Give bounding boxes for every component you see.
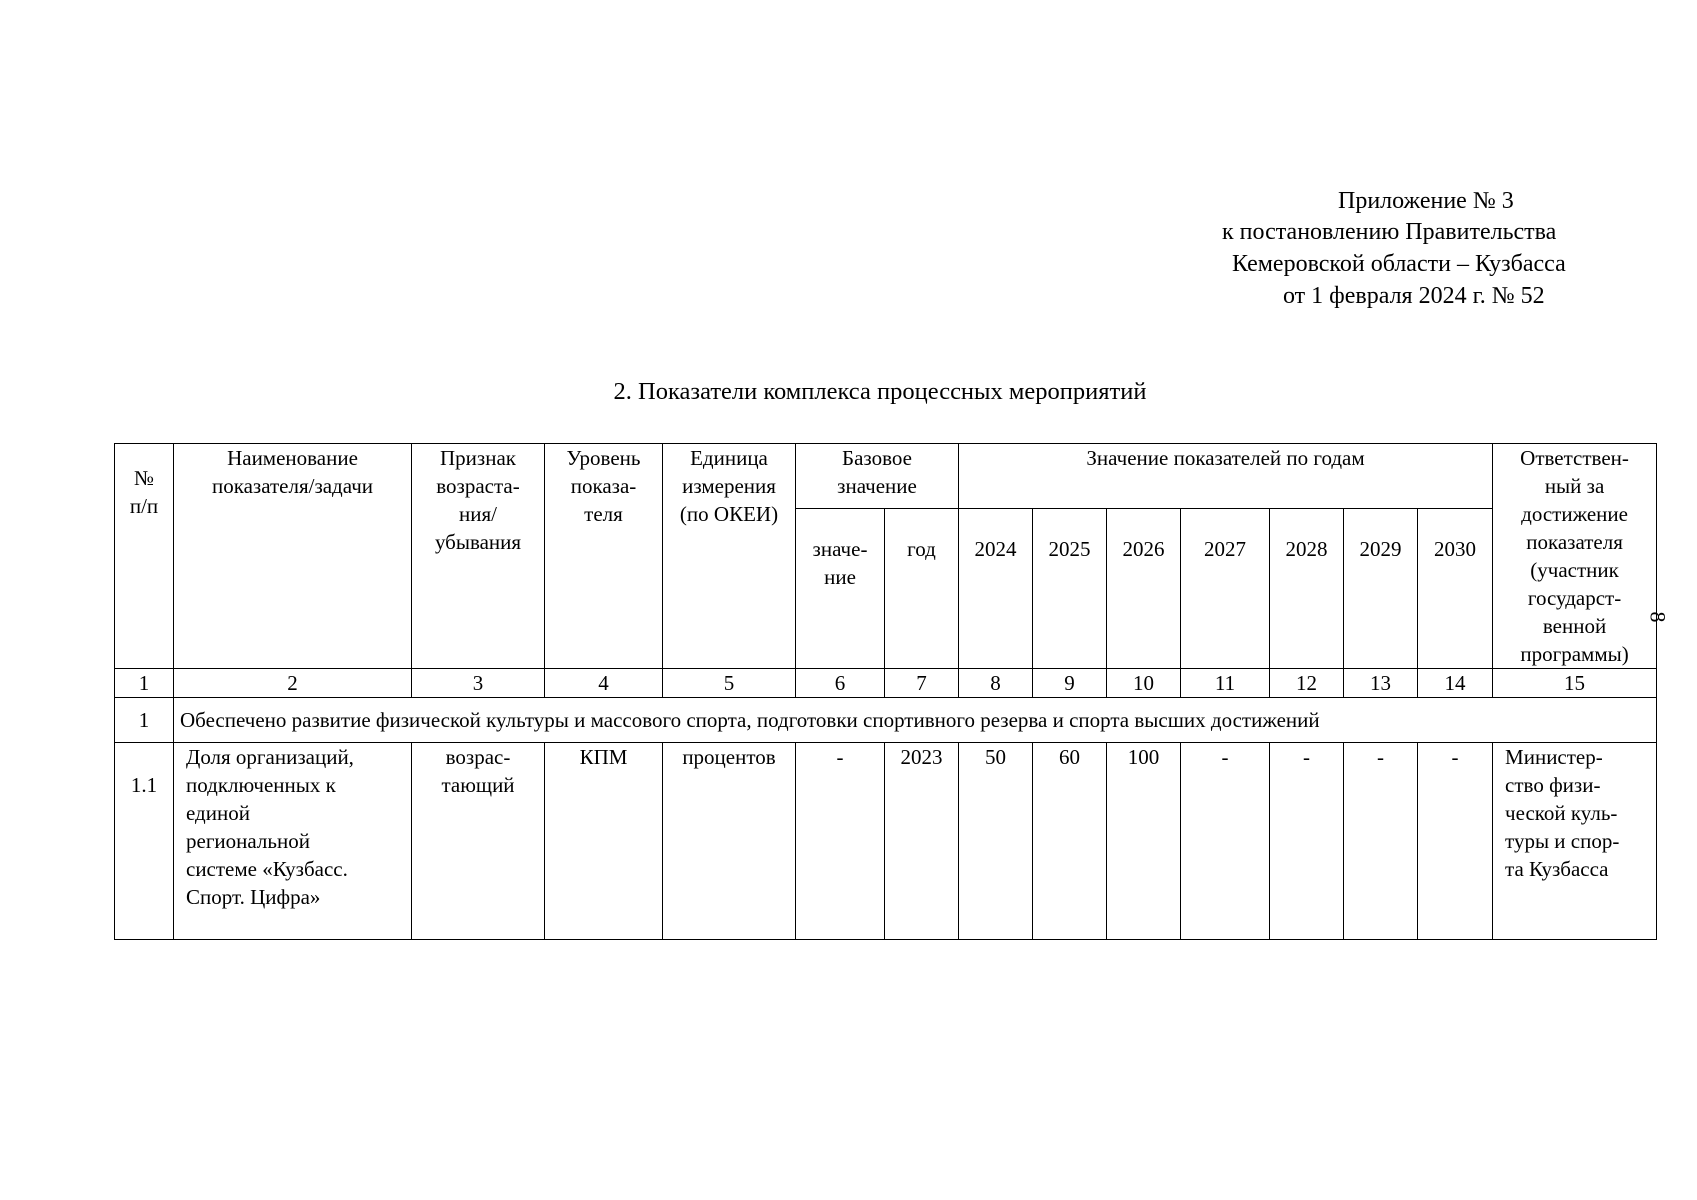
table-row <box>115 743 1657 940</box>
row-level: КПМ <box>545 743 663 940</box>
row-num: 1.1 <box>115 743 174 940</box>
header-name <box>174 444 412 669</box>
header-base-value <box>796 509 885 669</box>
col-number: 3 <box>412 669 545 698</box>
header-year-2026: 2026 <box>1107 509 1181 669</box>
row-value-2027: - <box>1181 743 1270 940</box>
header-base <box>796 444 959 509</box>
header-unit <box>663 444 796 669</box>
row-responsible <box>1493 743 1657 940</box>
row-responsible-text: Министер- ство физи- ческой куль- туры и спор- та Кузбасса <box>1505 745 1620 881</box>
header-year-2027: 2027 <box>1181 509 1270 669</box>
header-years-group: Значение показателей по годам <box>959 444 1493 509</box>
header-base-year: год <box>885 509 959 669</box>
row-sign <box>412 743 545 940</box>
row-name <box>174 743 412 940</box>
header-responsible-text: Ответствен- ный за достижение показателя (участник государст- венной программы) <box>1520 446 1629 666</box>
col-number: 6 <box>796 669 885 698</box>
header-level-text: Уровень показа- теля <box>566 446 641 526</box>
row-base-year: 2023 <box>885 743 959 940</box>
header-year-2029: 2029 <box>1344 509 1418 669</box>
header-year-2028: 2028 <box>1270 509 1344 669</box>
header-row-top <box>115 444 1657 509</box>
header-responsible <box>1493 444 1657 669</box>
col-number: 11 <box>1181 669 1270 698</box>
appendix-line-1: Приложение № 3 <box>1338 188 1514 214</box>
col-number: 15 <box>1493 669 1657 698</box>
col-number: 5 <box>663 669 796 698</box>
page-number: 8 <box>1645 611 1671 623</box>
column-numbers-row <box>115 669 1657 698</box>
section-text: Обеспечено развитие физической культуры и массового спорта, подготовки спортивного резерва и спорта высших достижений <box>174 698 1657 743</box>
col-number: 9 <box>1033 669 1107 698</box>
header-year-2025: 2025 <box>1033 509 1107 669</box>
row-value-2028: - <box>1270 743 1344 940</box>
header-name-text: Наименование показателя/задачи <box>211 446 374 498</box>
appendix-line-4: от 1 февраля 2024 г. № 52 <box>1283 283 1545 309</box>
section-title: 2. Показатели комплекса процессных мероприятий <box>613 378 1147 405</box>
header-base-value-text: значе- ние <box>812 537 868 590</box>
row-base-value: - <box>796 743 885 940</box>
appendix-line-3: Кемеровской области – Кузбасса <box>1232 251 1566 277</box>
row-sign-text: возрас- тающий <box>441 745 515 797</box>
col-number: 14 <box>1418 669 1493 698</box>
header-num-text: № п/п <box>129 466 159 518</box>
col-number: 13 <box>1344 669 1418 698</box>
header-base-text: Базовое значение <box>837 446 917 498</box>
row-value-2024: 50 <box>959 743 1033 940</box>
header-level <box>545 444 663 669</box>
col-number: 7 <box>885 669 959 698</box>
col-number: 12 <box>1270 669 1344 698</box>
col-number: 1 <box>115 669 174 698</box>
appendix-line-2: к постановлению Правительства <box>1222 219 1557 245</box>
header-year-2024: 2024 <box>959 509 1033 669</box>
row-value-2029: - <box>1344 743 1418 940</box>
col-number: 4 <box>545 669 663 698</box>
row-value-2025: 60 <box>1033 743 1107 940</box>
col-number: 8 <box>959 669 1033 698</box>
section-num: 1 <box>115 698 174 743</box>
row-value-2030: - <box>1418 743 1493 940</box>
col-number: 10 <box>1107 669 1181 698</box>
header-year-2030: 2030 <box>1418 509 1493 669</box>
section-row <box>115 698 1657 743</box>
header-num <box>115 444 174 669</box>
row-name-text: Доля организаций, подключенных к единой региональной системе «Кузбасс. Спорт. Цифра» <box>186 745 354 909</box>
col-number: 2 <box>174 669 412 698</box>
indicators-table <box>114 443 1657 940</box>
header-sign <box>412 444 545 669</box>
row-unit: процентов <box>663 743 796 940</box>
row-value-2026: 100 <box>1107 743 1181 940</box>
header-sign-text: Признак возраста- ния/ убывания <box>434 446 522 554</box>
header-unit-text: Единица измерения (по ОКЕИ) <box>679 446 779 526</box>
